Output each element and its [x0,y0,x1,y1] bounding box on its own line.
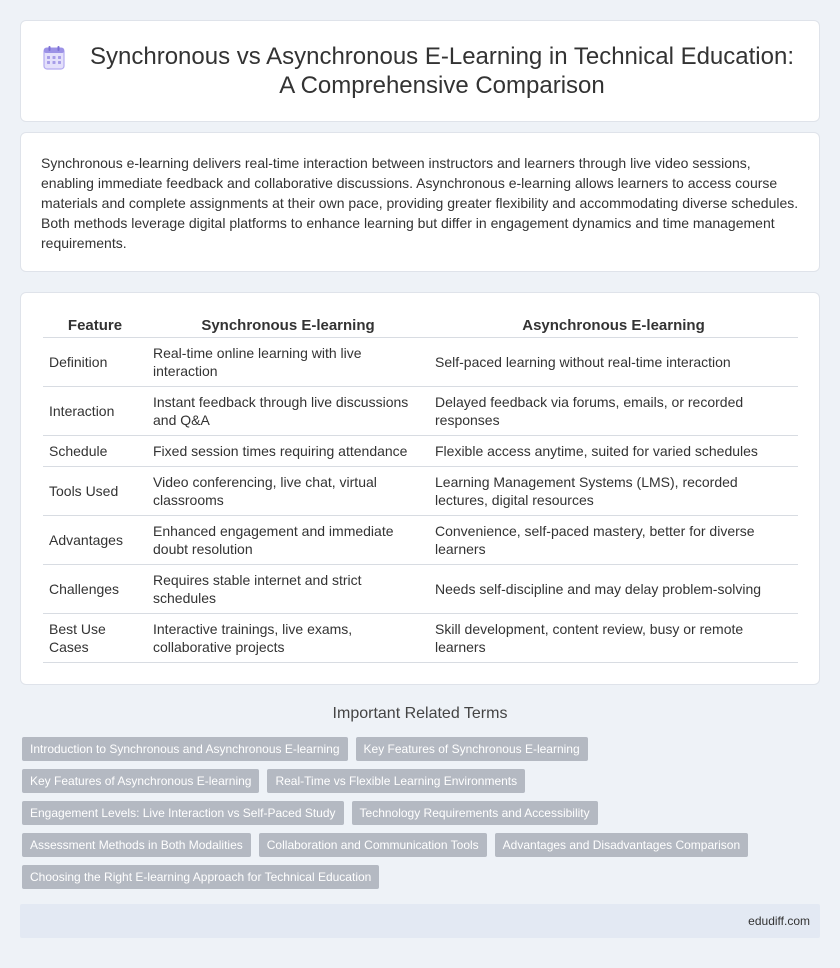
synchronous-cell: Requires stable internet and strict schedules [147,564,429,613]
related-term-tag[interactable]: Key Features of Synchronous E-learning [356,737,588,761]
intro-paragraph: Synchronous e-learning delivers real-time interaction between instructors and learners through live video sessions, enabling immediate feedback and collaborative discussions. Asynchronous e-learning allows learners to access course materials and complete assignments at their own pace, providing greater flexibility and accommodating diverse schedules. Both methods leverage digital platforms to enhance learning but differ in engagement dynamics and time management requirements. [41,155,799,251]
synchronous-cell: Enhanced engagement and immediate doubt resolution [147,515,429,564]
feature-cell: Best Use Cases [43,613,147,662]
related-terms-heading: Important Related Terms [332,705,508,722]
asynchronous-cell: Self-paced learning without real-time interaction [429,337,798,386]
feature-cell: Schedule [43,435,147,466]
feature-cell: Tools Used [43,466,147,515]
related-term-tag[interactable]: Introduction to Synchronous and Asynchronous E-learning [22,737,348,761]
feature-cell: Interaction [43,386,147,435]
comparison-table [43,313,798,663]
synchronous-cell: Real-time online learning with live interaction [147,337,429,386]
table-row [43,515,798,564]
feature-cell: Advantages [43,515,147,564]
synchronous-cell: Interactive trainings, live exams, collaborative projects [147,613,429,662]
header-card [20,20,820,122]
related-term-tag[interactable]: Advantages and Disadvantages Comparison [495,833,748,857]
column-header-synchronous: Synchronous E-learning [147,313,429,337]
related-term-tag[interactable]: Real-Time vs Flexible Learning Environments [267,769,525,793]
related-terms-list [22,737,812,897]
related-term-tag[interactable]: Key Features of Asynchronous E-learning [22,769,259,793]
tag-row [22,737,812,761]
asynchronous-cell: Convenience, self-paced mastery, better for diverse learners [429,515,798,564]
tag-row [22,865,812,889]
comparison-table-card [20,292,820,685]
synchronous-cell: Instant feedback through live discussions and Q&A [147,386,429,435]
feature-cell: Challenges [43,564,147,613]
intro-card [20,132,820,272]
tag-row [22,833,812,857]
related-term-tag[interactable]: Choosing the Right E-learning Approach for Technical Education [22,865,379,889]
asynchronous-cell: Flexible access anytime, suited for varied schedules [429,435,798,466]
tag-row [22,801,812,825]
related-term-tag[interactable]: Assessment Methods in Both Modalities [22,833,251,857]
table-header-row [43,313,798,337]
asynchronous-cell: Delayed feedback via forums, emails, or recorded responses [429,386,798,435]
document-icon [41,45,67,71]
asynchronous-cell: Learning Management Systems (LMS), recorded lectures, digital resources [429,466,798,515]
column-header-asynchronous: Asynchronous E-learning [429,313,798,337]
page-title: Synchronous vs Asynchronous E-Learning in Technical Education: A Comprehensive Comparison [90,43,794,99]
footer [20,904,820,938]
table-row [43,435,798,466]
related-term-tag[interactable]: Collaboration and Communication Tools [259,833,487,857]
table-row [43,386,798,435]
asynchronous-cell: Needs self-discipline and may delay problem-solving [429,564,798,613]
related-term-tag[interactable]: Engagement Levels: Live Interaction vs Self-Paced Study [22,801,344,825]
synchronous-cell: Video conferencing, live chat, virtual classrooms [147,466,429,515]
column-header-feature: Feature [43,313,147,337]
tag-row [22,769,812,793]
feature-cell: Definition [43,337,147,386]
table-row [43,466,798,515]
asynchronous-cell: Skill development, content review, busy or remote learners [429,613,798,662]
footer-site-link[interactable]: edudiff.com [748,914,810,928]
table-row [43,613,798,662]
synchronous-cell: Fixed session times requiring attendance [147,435,429,466]
table-row [43,337,798,386]
related-term-tag[interactable]: Technology Requirements and Accessibility [352,801,598,825]
table-row [43,564,798,613]
